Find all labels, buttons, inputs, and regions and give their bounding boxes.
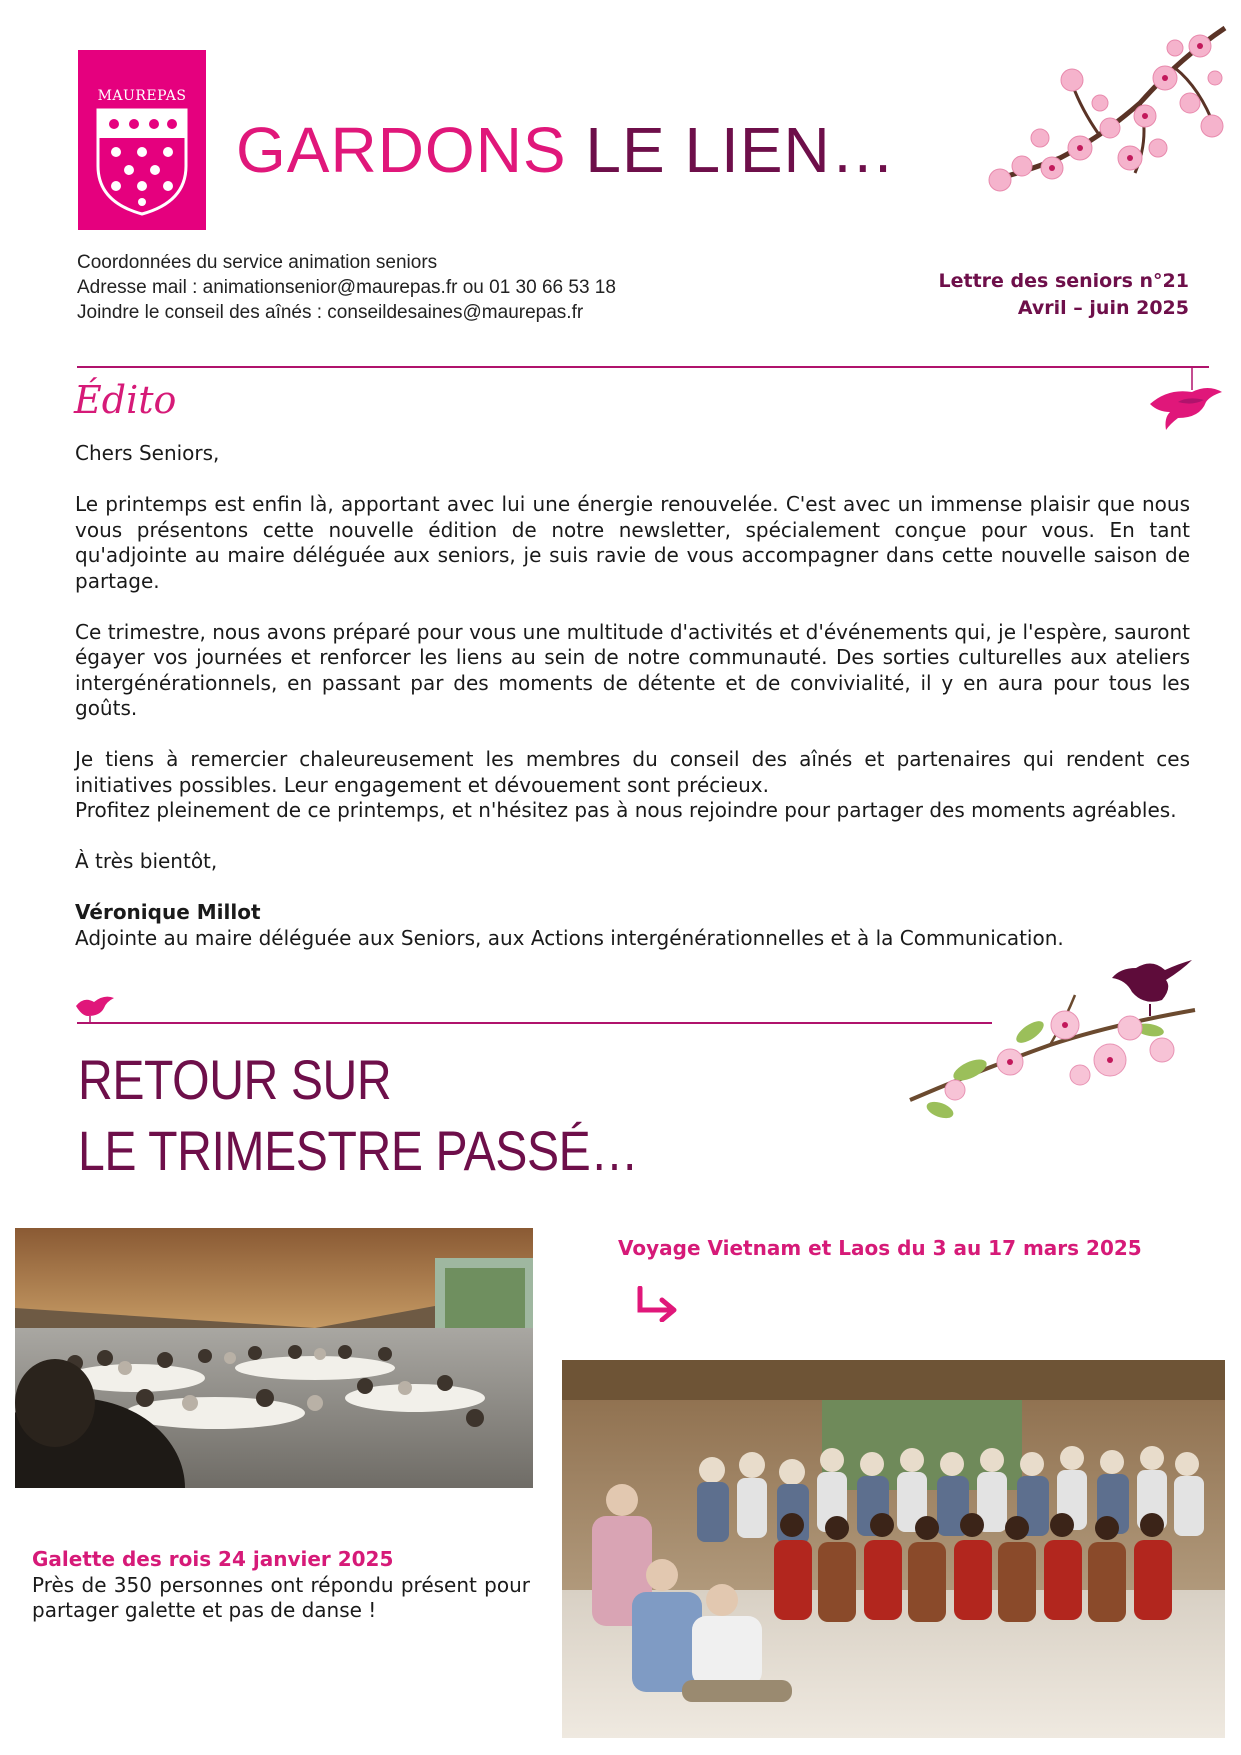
- logo-town-name: MAUREPAS: [97, 88, 187, 104]
- maurepas-logo: [78, 50, 206, 230]
- edito-greeting: Chers Seniors,: [75, 441, 220, 465]
- edito-heading: Édito: [74, 378, 177, 422]
- letter-number: Lettre des seniors n°21: [938, 270, 1189, 292]
- voyage-title: Voyage Vietnam et Laos du 3 au 17 mars 2025: [618, 1236, 1142, 1260]
- coat-of-arms-icon: [94, 106, 190, 218]
- edito-paragraph-3a: Je tiens à remercier chaleureusement les membres du conseil des aînés et partenaires qui rendent ces initiatives possibles. Leur engagement et dévouement sont précieux.: [75, 747, 1190, 797]
- letter-info: [939, 268, 1190, 322]
- retour-line-1: RETOUR SUR: [78, 1048, 392, 1111]
- blossom-branch-bird-illustration: [900, 950, 1200, 1130]
- hanging-bird-icon: [1148, 366, 1228, 436]
- galette-event-photo: [15, 1228, 533, 1488]
- divider-top: [77, 366, 1209, 368]
- edito-closing: À très bientôt,: [75, 849, 218, 873]
- retour-line-2: LE TRIMESTRE PASSÉ…: [78, 1119, 639, 1182]
- signature-name: Véronique Millot: [75, 900, 261, 924]
- cherry-blossom-branch-illustration: [960, 8, 1230, 248]
- small-bird-icon: [74, 992, 118, 1024]
- edito-paragraph-1: Le printemps est enfin là, apportant avec lui une énergie renouvelée. C'est avec un immense plaisir que nous vous présentons cette nouvelle édition de notre newsletter, spécialement conçue pour vous. En tant qu'adjointe au maire déléguée aux seniors, je suis ravie de vous accompagner dans cette nouvelle saison de partage.: [75, 492, 1190, 593]
- section-title-retour: [78, 1044, 638, 1186]
- signature-role: Adjointe au maire déléguée aux Seniors, aux Actions intergénérationnelles et à la Communication.: [75, 925, 1064, 950]
- edito-paragraph-2: Ce trimestre, nous avons préparé pour vous une multitude d'activités et d'événements qui, je l'espère, sauront égayer vos journées et renforcer les liens au sein de notre communauté. Des sorties culturelles aux ateliers intergénérationnels, en passant par des moments de détente et de convivialité, il y en aura pour tous les goûts.: [75, 619, 1190, 720]
- edito-paragraph-3b: Profitez pleinement de ce printemps, et n'hésitez pas à nous rejoindre pour partager des moments agréables.: [75, 798, 1177, 822]
- letter-period: Avril – juin 2025: [1017, 297, 1189, 319]
- newsletter-title: [236, 114, 896, 186]
- title-part-gardons: GARDONS: [236, 114, 567, 186]
- contact-heading: Coordonnées du service animation seniors: [77, 252, 438, 273]
- voyage-group-photo: [562, 1360, 1225, 1738]
- contact-email-phone: Adresse mail : animationsenior@maurepas.fr ou 01 30 66 53 18: [77, 277, 616, 298]
- galette-description: Près de 350 personnes ont répondu présent pour partager galette et pas de danse !: [32, 1573, 530, 1622]
- contact-block: [77, 250, 616, 325]
- divider-middle: [77, 1022, 992, 1024]
- contact-council: Joindre le conseil des aînés : conseildesaines@maurepas.fr: [77, 302, 584, 323]
- title-part-le-lien: LE LIEN…: [566, 114, 896, 186]
- arrow-down-right-icon: [632, 1286, 678, 1322]
- edito-body: [75, 441, 1190, 951]
- galette-title: Galette des rois 24 janvier 2025: [32, 1547, 394, 1571]
